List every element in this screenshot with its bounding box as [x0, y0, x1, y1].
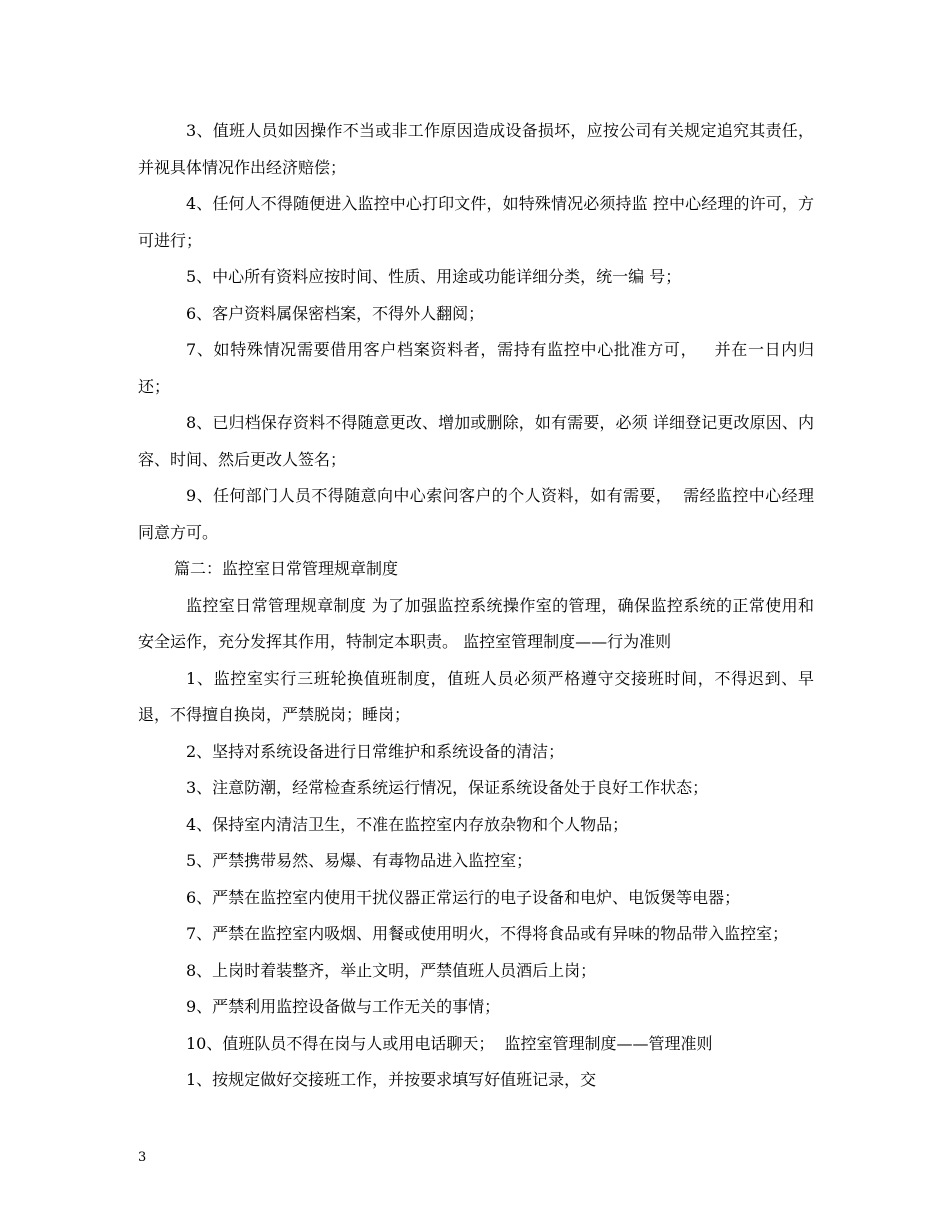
paragraph-item-7-borrowing: 7、如特殊情况需要借用客户档案资料者，需持有监控中心批准方可， 并在一日内归还； [138, 340, 814, 396]
rule-item-10-chatting: 10、值班队员不得在岗与人或用电话聊天； 监控室管理制度——管理准则 [186, 1033, 713, 1053]
rule-item-9-equipment-use: 9、严禁利用监控设备做与工作无关的事情； [186, 997, 501, 1016]
paragraph-item-4-printing: 4、任何人不得随便进入监控中心打印文件，如特殊情况必须持监 控中心经理的许可，方可进行； [138, 194, 814, 250]
rule-item-8-attire: 8、上岗时着装整齐，举止文明，严禁值班人员酒后上岗； [186, 960, 597, 980]
paragraph-item-8-archive-changes: 8、已归档保存资料不得随意更改、增加或删除，如有需要，必须 详细登记更改原因、内容、时间、然后更改人签名； [138, 413, 814, 469]
paragraph-item-3-damage: 3、值班人员如因操作不当或非工作原因造成设备损坏，应按公司有关规定追究其责任，并视具体情况作出经济赔偿； [138, 121, 814, 177]
paragraph-item-9-inquiries: 9、任何部门人员不得随意向中心索问客户的个人资料，如有需要， 需经监控中心经理同意方可。 [138, 486, 814, 542]
rule-item-4-cleanliness: 4、保持室内清洁卫生，不准在监控室内存放杂物和个人物品； [186, 814, 629, 834]
rule-item-5-hazards: 5、严禁携带易然、易爆、有毒物品进入监控室； [186, 851, 533, 870]
section-intro: 监控室日常管理规章制度 为了加强监控系统操作室的管理，确保监控系统的正常使用和安全运作，充分发挥其作用，特制定本职责。 监控室管理制度——行为准则 [138, 595, 814, 651]
management-item-1-handover: 1、按规定做好交接班工作，并按要求填写好值班记录，交 [186, 1070, 597, 1089]
document-body [138, 113, 814, 1099]
rule-item-7-smoking: 7、严禁在监控室内吸烟、用餐或使用明火，不得将食品或有异味的物品带入监控室； [186, 924, 789, 943]
page-number: 3 [138, 1150, 147, 1165]
rule-item-2-maintenance: 2、坚持对系统设备进行日常维护和系统设备的清洁； [186, 741, 565, 761]
rule-item-6-appliances: 6、严禁在监控室内使用干扰仪器正常运行的电子设备和电炉、电饭煲等电器； [186, 887, 741, 907]
rule-item-1-shifts: 1、监控室实行三班轮换值班制度，值班人员必须严格遵守交接班时间，不得迟到、早退，不得擅自换岗，严禁脱岗；睡岗； [138, 668, 814, 724]
paragraph-item-5-classification: 5、中心所有资料应按时间、性质、用途或功能详细分类，统一编 号； [186, 267, 682, 286]
section-heading: 篇二：监控室日常管理规章制度 [174, 559, 399, 578]
paragraph-item-6-confidential: 6、客户资料属保密档案，不得外人翻阅； [186, 303, 485, 323]
rule-item-3-moisture: 3、注意防潮，经常检查系统运行情况，保证系统设备处于良好工作状态； [186, 778, 709, 797]
